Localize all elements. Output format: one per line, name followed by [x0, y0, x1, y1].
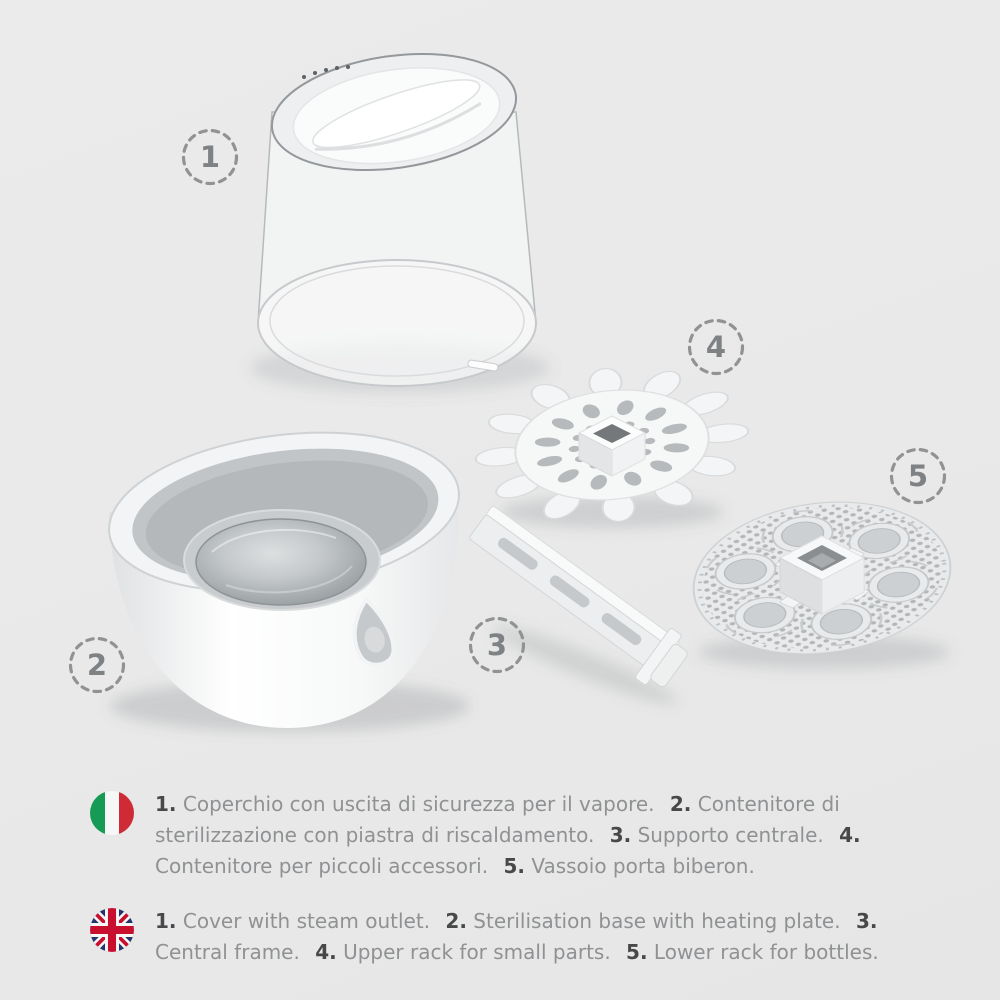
callout-number: 1 — [199, 140, 221, 174]
lower-rack-part — [685, 488, 959, 669]
callout-3 — [467, 615, 527, 675]
legend-english-text: 1. Cover with steam outlet. 2. Sterilisation base with heating plate. 3. Central frame. 4. Upper rack for small parts. 5. Lower rack for bottles. — [155, 909, 879, 964]
callout-2 — [67, 635, 127, 695]
callout-number: 3 — [486, 628, 508, 662]
uk-flag-icon — [90, 908, 134, 952]
sterilizer-base-part — [100, 414, 470, 732]
cover-part — [250, 39, 550, 393]
callout-number: 2 — [86, 648, 108, 682]
callout-5 — [888, 446, 948, 506]
legend-english — [90, 906, 930, 968]
legend-italian — [90, 789, 930, 882]
legend-italian-text: 1. Coperchio con uscita di sicurezza per il vapore. 2. Contenitore di sterilizzazione con piastra di riscaldamento. 3. Supporto centrale. 4. Contenitore per piccoli accessori. 5. Vassoio porta biberon. — [155, 792, 861, 878]
callout-number: 4 — [705, 330, 727, 364]
callout-4 — [686, 317, 746, 377]
callout-1 — [180, 127, 240, 187]
central-frame-part — [460, 500, 695, 714]
callout-number: 5 — [907, 459, 929, 493]
italy-flag-icon — [90, 791, 134, 835]
